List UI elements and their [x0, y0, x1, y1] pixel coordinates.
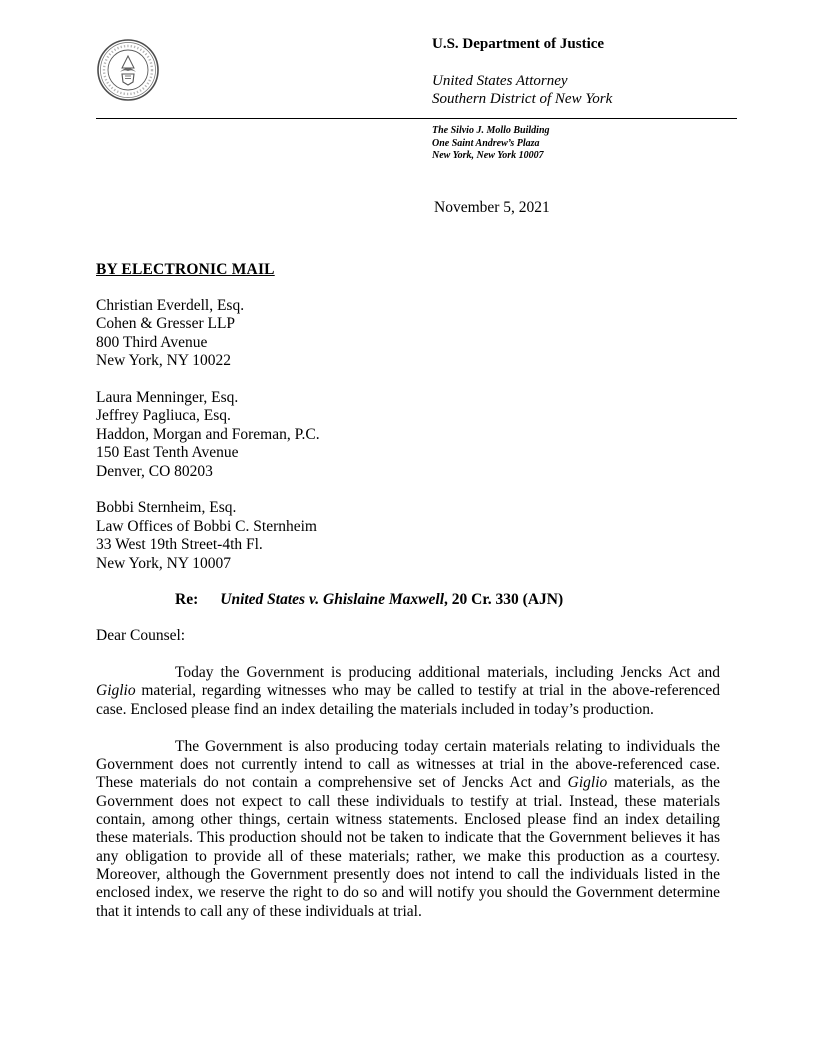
building-line: The Silvio J. Mollo Building [432, 125, 550, 136]
recipient-line: New York, NY 10022 [96, 352, 232, 369]
body-paragraph-2 [96, 738, 720, 921]
office-title: United States Attorney [432, 73, 568, 89]
recipient-line: 150 East Tenth Avenue [96, 444, 239, 461]
department-title: U.S. Department of Justice [432, 36, 605, 52]
letterhead [96, 36, 720, 114]
recipient-block-3 [96, 499, 720, 573]
recipient-line: Christian Everdell, Esq. [96, 296, 245, 314]
case-name: United States v. Ghislaine Maxwell [220, 591, 445, 608]
paragraph-text: Today the Government is producing additional materials, including Jencks Act and [175, 664, 720, 681]
recipient-line: 33 West 19th Street-4th Fl. [96, 536, 263, 553]
building-line: One Saint Andrew’s Plaza [432, 137, 540, 149]
paragraph-text: material, regarding witnesses who may be called to testify at trial in the above-referenced case. Enclosed please find an index detailing the materials included in today’s production. [96, 682, 720, 718]
recipient-line: Haddon, Morgan and Foreman, P.C. [96, 425, 320, 443]
recipient-line: Denver, CO 80203 [96, 462, 213, 480]
recipient-line: New York, NY 10007 [96, 554, 232, 572]
paragraph-text-italic: Giglio [567, 774, 608, 792]
doj-seal-icon [96, 38, 160, 102]
recipient-line: 800 Third Avenue [96, 333, 208, 351]
delivery-method: BY ELECTRONIC MAIL [96, 260, 275, 278]
recipient-block-2 [96, 389, 720, 482]
paragraph-text: materials, as the Government does not expect to call these individuals to testify at trial. Instead, these materials contain, among other things, certain witness statements. Enclosed please find an index detailing these materials. This production should not be taken to indicate that the Government believes it has any obligation to provide all of these materials; rather, we make this production as a courtesy. Moreover, although the Government presently does not intend to call the individuals listed in the enclosed index, we reserve the right to do so and will notify you should the Government determine that it intends to call any of these individuals at trial. [96, 774, 721, 920]
case-number: , 20 Cr. 330 (AJN) [444, 591, 564, 608]
body-paragraph-1 [96, 664, 720, 719]
recipient-line: Cohen & Gresser LLP [96, 315, 236, 332]
building-address [432, 125, 720, 163]
re-line [96, 591, 720, 609]
paragraph-text-italic: Giglio [96, 682, 136, 700]
recipient-line: Laura Menninger, Esq. [96, 388, 239, 406]
paragraph-text: The Government is also producing today certain materials relating to individuals the Government does not currently intend to call as witnesses at trial in the above-referenced case. These materials do not contain a comprehensive set of Jencks Act and [96, 737, 720, 792]
salutation: Dear Counsel: [96, 627, 186, 644]
recipient-line: Law Offices of Bobbi C. Sternheim [96, 517, 317, 535]
building-line: New York, New York 10007 [432, 150, 544, 161]
district-title: Southern District of New York [432, 91, 613, 107]
re-label: Re: [175, 591, 199, 608]
recipient-line: Bobbi Sternheim, Esq. [96, 499, 237, 516]
letterhead-right [432, 36, 720, 108]
recipient-block-1 [96, 297, 720, 371]
letter-date: November 5, 2021 [434, 198, 550, 216]
recipient-line: Jeffrey Pagliuca, Esq. [96, 407, 231, 424]
letterhead-divider [96, 118, 737, 119]
